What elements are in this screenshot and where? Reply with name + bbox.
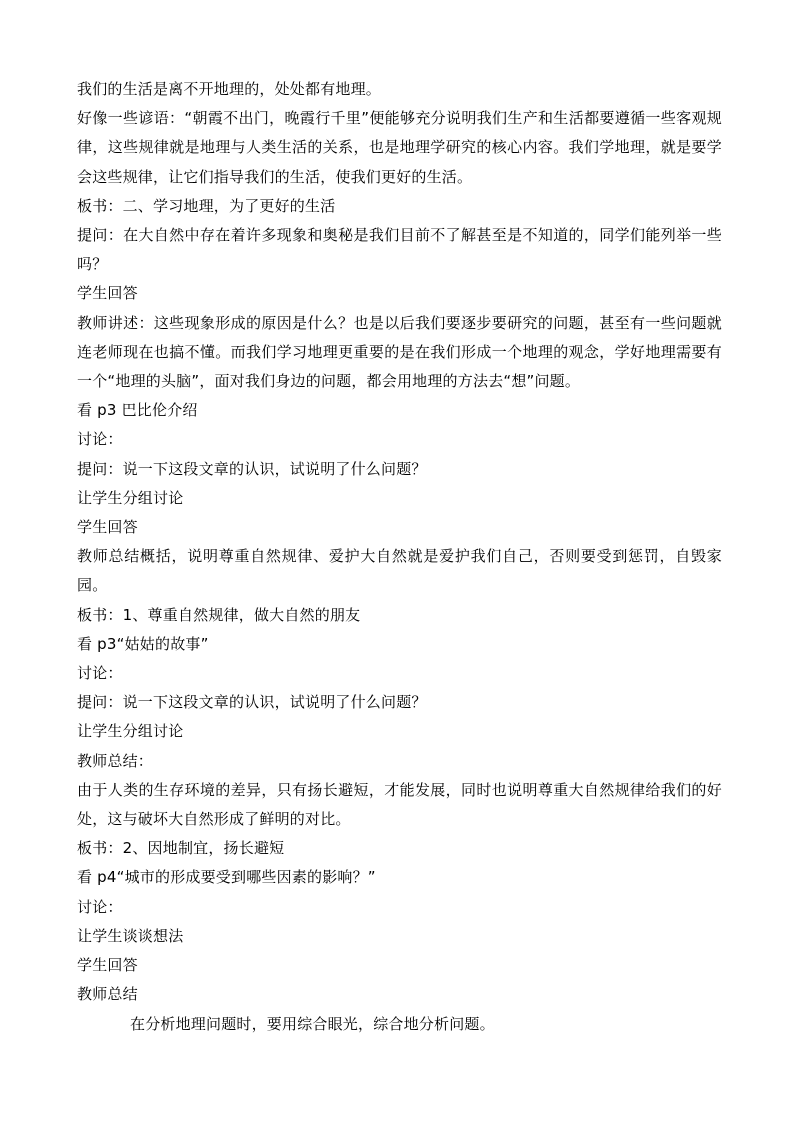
paragraph-23: 让学生谈谈想法 (77, 926, 184, 945)
paragraph-3: 板书：二、学习地理，为了更好的生活 (77, 196, 336, 215)
document-body (77, 75, 722, 1039)
paragraph-10: 让学生分组讨论 (77, 488, 184, 507)
paragraph-18: 教师总结： (77, 751, 154, 770)
paragraph-12: 教师总结概括，说明尊重自然规律、爱护大自然就是爱护我们自己，否则要受到惩罚，自毁家园。 (77, 547, 722, 595)
paragraph-8: 讨论： (77, 430, 123, 449)
paragraph-22: 讨论： (77, 897, 123, 916)
paragraph-4: 提问：在大自然中存在着许多现象和奥秘是我们目前不了解甚至是不知道的，同学们能列举一些吗？ (77, 226, 722, 274)
paragraph-13: 板书：1、尊重自然规律，做大自然的朋友 (77, 605, 361, 624)
paragraph-14: 看 p3“姑姑的故事” (77, 634, 209, 653)
paragraph-24: 学生回答 (77, 956, 138, 975)
paragraph-11: 学生回答 (77, 518, 138, 537)
paragraph-20: 板书：2、因地制宜，扬长避短 (77, 839, 285, 858)
paragraph-16: 提问：说一下这段文章的认识，试说明了什么问题？ (77, 693, 427, 712)
paragraph-17: 让学生分组讨论 (77, 722, 184, 741)
paragraph-7: 看 p3 巴比伦介绍 (77, 401, 198, 420)
paragraph-21: 看 p4“城市的形成要受到哪些因素的影响？” (77, 868, 376, 887)
paragraph-1: 我们的生活是离不开地理的，处处都有地理。 (77, 80, 382, 98)
paragraph-6: 教师讲述：这些现象形成的原因是什么？也是以后我们要逐步要研究的问题，甚至有一些问题就连老师现在也搞不懂。而我们学习地理更重要的是在我们形成一个地理的观念，学好地理需要有一个“地理的头脑”，面对我们身边的问题，都会用地理的方法去“想”问题。 (77, 313, 722, 391)
paragraph-2: 好像一些谚语：“朝霞不出门，晚霞行千里”便能够充分说明我们生产和生活都要遵循一些客观规律，这些规律就是地理与人类生活的关系，也是地理学研究的核心内容。我们学地理，就是要学会这些规律，让它们指导我们的生活，使我们更好的生活。 (77, 109, 722, 186)
paragraph-9: 提问：说一下这段文章的认识，试说明了什么问题？ (77, 459, 427, 478)
paragraph-19: 由于人类的生存环境的差异，只有扬长避短，才能发展，同时也说明尊重大自然规律给我们的好处，这与破坏大自然形成了鲜明的对比。 (77, 780, 722, 829)
paragraph-5: 学生回答 (77, 284, 138, 303)
paragraph-15: 讨论： (77, 664, 123, 683)
paragraph-25: 教师总结 (77, 985, 138, 1004)
paragraph-26: 在分析地理问题时，要用综合眼光，综合地分析问题。 (130, 1014, 495, 1033)
